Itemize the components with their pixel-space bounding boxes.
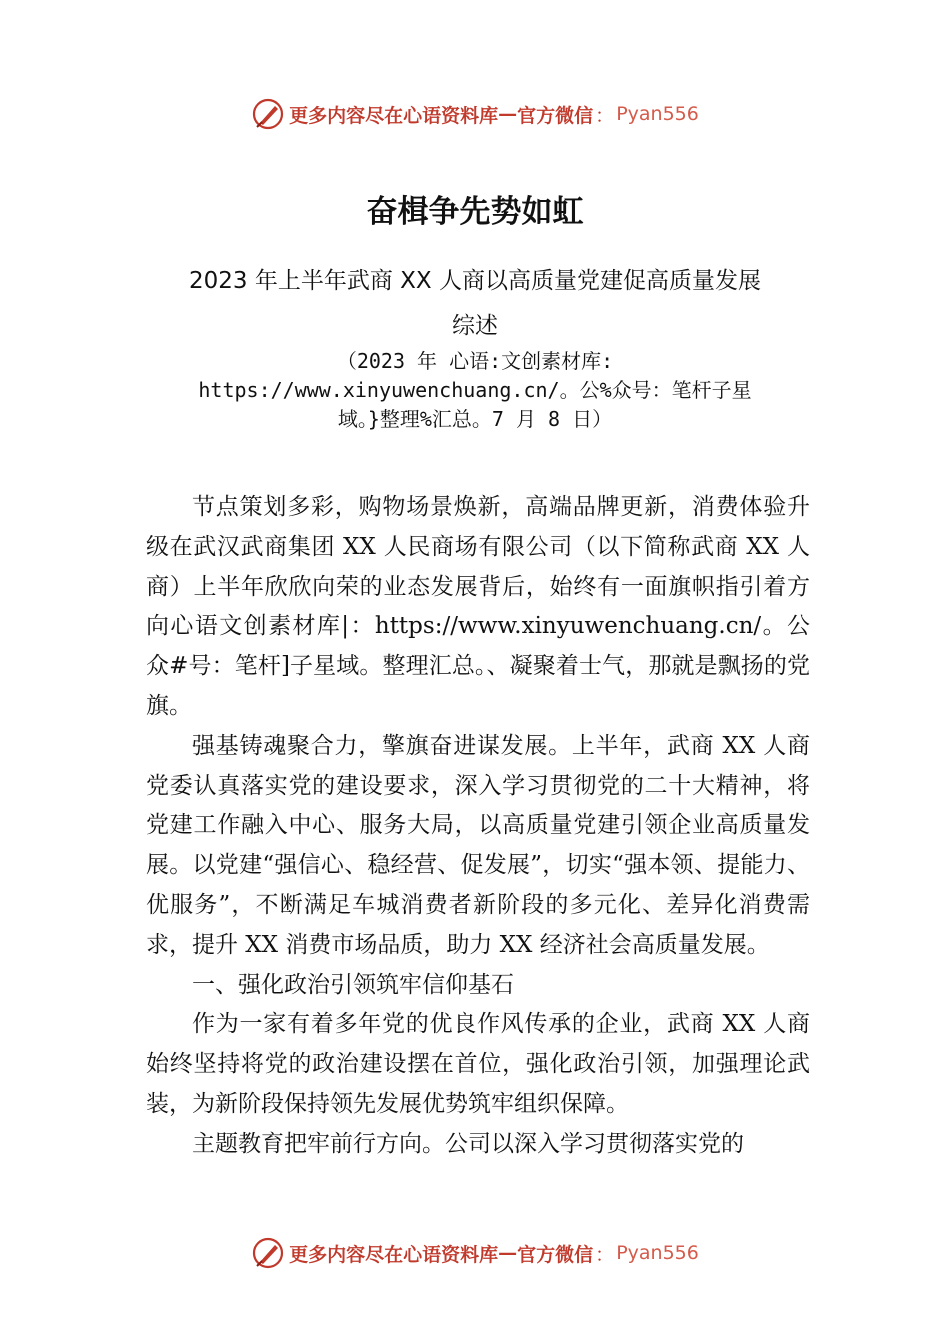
document-subtitle-line2: 综述	[452, 313, 498, 339]
watermark-wechat-label: 官方微信	[517, 104, 594, 127]
paragraph-1: 节点策划多彩，购物场景焕新，高端品牌更新，消费体验升级在武汉武商集团 XX 人民商场有限公司（以下简称武商 XX 人商）上半年欣欣向荣的业态发展背后，始终有一面旗帜指引着方向心语文创素材库|：https://www.xinyuwenchuang.cn/。公众#号：笔杆]子星域。整理汇总。、凝聚着士气，那就是飘扬的党旗。	[146, 494, 810, 719]
source-note	[150, 347, 800, 434]
source-note-line3: 域。}整理%汇总。7 月 8 日）	[337, 407, 613, 431]
quill-pen-logo-icon	[251, 1236, 285, 1270]
document-body	[146, 488, 810, 1165]
watermark-brand: 更多内容尽在心语资料库	[289, 104, 499, 127]
document-subtitle-line1: 2023 年上半年武商 XX 人商以高质量党建促高质量发展	[189, 268, 761, 294]
watermark-wechat-id: Pyan556	[616, 103, 699, 125]
quill-pen-logo-icon	[251, 97, 285, 131]
watermark-wechat-label: 官方微信	[517, 1243, 594, 1266]
watermark-separator: —	[498, 103, 518, 125]
source-note-line1: （2023 年 心语:文创素材库:	[336, 349, 614, 373]
watermark-separator: —	[498, 1242, 518, 1264]
watermark-banner-top	[0, 94, 950, 134]
document-title: 奋楫争先势如虹	[366, 194, 584, 230]
section-heading-1: 一、强化政治引领筑牢信仰基石	[192, 971, 514, 998]
watermark-colon: ：	[595, 1243, 615, 1266]
source-note-line2: https://www.xinyuwenchuang.cn/。公%众号：笔杆子星	[198, 378, 752, 402]
watermark-colon: ：	[595, 104, 615, 127]
paragraph-3: 作为一家有着多年党的优良作风传承的企业，武商 XX 人商始终坚持将党的政治建设摆在首位，强化政治引领，加强理论武装，为新阶段保持领先发展优势筑牢组织保障。	[146, 1011, 810, 1117]
paragraph-4: 主题教育把牢前行方向。公司以深入学习贯彻落实党的	[192, 1130, 744, 1157]
watermark-banner-bottom	[0, 1233, 950, 1273]
watermark-brand: 更多内容尽在心语资料库	[289, 1243, 499, 1266]
paragraph-2: 强基铸魂聚合力，擎旗奋进谋发展。上半年，武商 XX 人商党委认真落实党的建设要求，深入学习贯彻党的二十大精神，将党建工作融入中心、服务大局，以高质量党建引领企业高质量发展。以党建“强信心、稳经营、促发展”，切实“强本领、提能力、优服务”，不断满足车城消费者新阶段的多元化、差异化消费需求，提升 XX 消费市场品质，助力 XX 经济社会高质量发展。	[146, 732, 810, 958]
watermark-wechat-id: Pyan556	[616, 1242, 699, 1264]
